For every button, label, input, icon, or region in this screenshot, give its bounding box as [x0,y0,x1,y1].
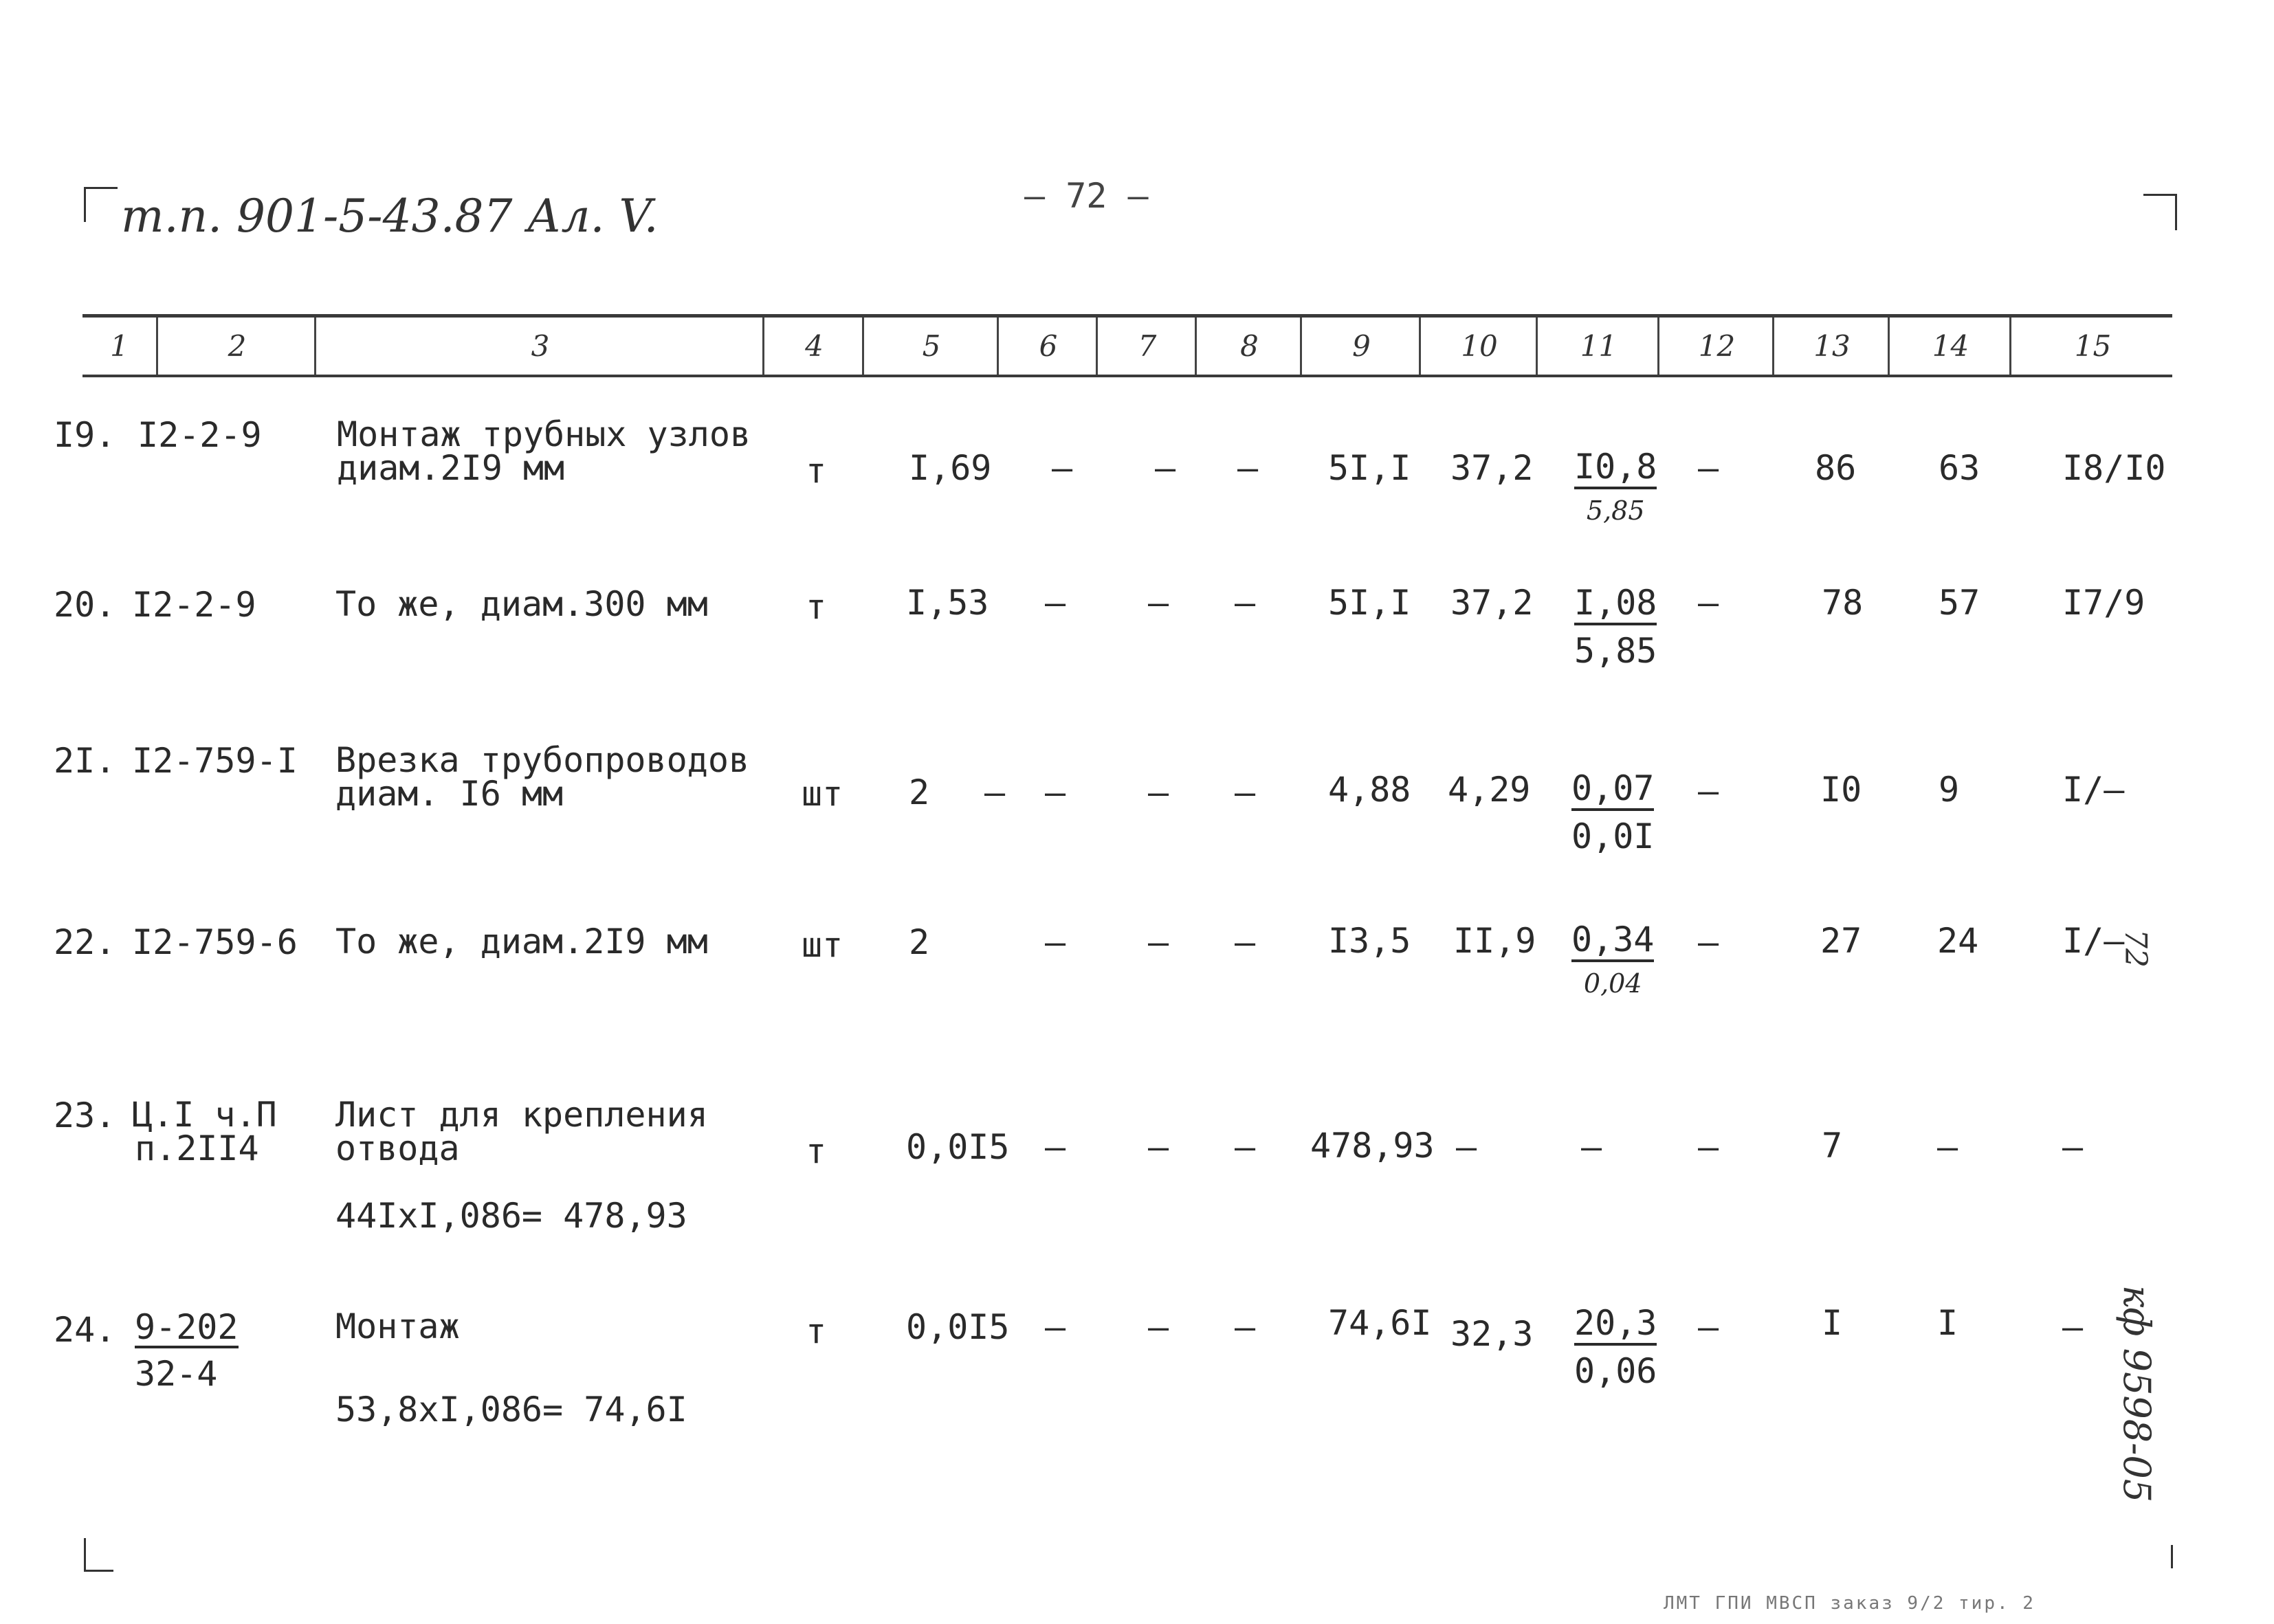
fraction-numerator: 20,3 [1574,1306,1657,1346]
row-unit: т [806,1131,827,1171]
corner-mark-bottom-right [2163,1545,2173,1568]
cell-col5: 0,0I5 [906,1127,1010,1167]
description-line: диам. I6 мм [335,774,564,814]
description-line: Монтаж трубных узлов [337,414,751,454]
row-description [335,1095,708,1168]
cell-col5: 2 [909,922,930,962]
column-header-11: 11 [1536,318,1659,375]
cell-col11-fraction [1571,922,1654,997]
cell-col8: – [1235,1127,1256,1167]
cell-col10: – [1456,1127,1477,1167]
document-code: т.п. 901-5-43.87 Ал. V. [121,190,659,243]
cell-col7: – [1148,1307,1169,1347]
column-header-8: 8 [1195,318,1302,375]
cell-col10: 37,2 [1450,583,1534,623]
cell-col12: – [1698,1127,1719,1167]
cell-col5: 0,0I5 [906,1307,1010,1347]
corner-mark-top-right [2143,194,2177,230]
cell-col12: – [1698,583,1719,623]
row-code: I2-759-I [132,741,298,781]
cell-col7: – [1155,448,1176,488]
cell-col10: 37,2 [1450,448,1534,488]
description-line: отвода [335,1128,460,1168]
row-number: 24. [54,1310,116,1350]
column-header-5: 5 [862,318,999,375]
cell-col7: – [1148,922,1169,962]
cell-col11-fraction [1574,449,1657,524]
row-unit: т [806,587,827,627]
column-header-4: 4 [762,318,864,375]
row-code: I2-2-9 [132,585,256,625]
row-unit: т [806,1311,827,1351]
row-unit: т [806,451,827,491]
row-code [132,1095,277,1168]
cell-col12: – [1698,771,1719,811]
cell-col13: 7 [1822,1126,1843,1166]
cell-col11-fraction [1571,768,1655,856]
column-header-12: 12 [1657,318,1774,375]
fraction-numerator: I,08 [1574,586,1657,625]
cell-col9: 74,6I [1328,1303,1432,1343]
cell-col15: – [2062,1307,2084,1347]
column-header-2: 2 [156,318,316,375]
fraction-denominator: 0,06 [1574,1351,1657,1391]
cell-col13: I0 [1820,770,1862,810]
row-description [335,922,708,961]
cell-col6: – [1045,1307,1066,1347]
cell-col12: – [1698,448,1719,488]
cell-col7: – [1148,772,1169,812]
cell-col15: I/– [2062,770,2125,810]
column-header-3: 3 [314,318,764,375]
column-header-15: 15 [2009,318,2174,375]
fraction-numerator: 0,07 [1571,771,1654,811]
column-header-13: 13 [1772,318,1890,375]
row-code: I2-759-6 [132,922,298,962]
footer-printer-stamp: ЛМТ ГПИ МВСП заказ 9/2 тир. 2 [1664,1593,2035,1614]
cell-col10: 4,29 [1448,770,1531,810]
code-line: Ц.I ч.П [132,1095,277,1135]
cell-col15: I7/9 [2062,583,2145,623]
calculation-formula: 44IxI,086= 478,93 [335,1196,687,1236]
fraction-denominator: 5,85 [1574,631,1657,671]
cell-col14: 9 [1939,770,1960,810]
row-number: 20. [54,585,116,625]
row-number: 23. [54,1095,116,1135]
cell-col6: – [1045,772,1066,812]
cell-col10: 32,3 [1450,1314,1534,1354]
row-unit: шт [802,774,843,814]
cell-col9: 4,88 [1328,770,1411,810]
cell-col10: II,9 [1453,921,1536,961]
rotated-page-mark: 72 [2118,929,2153,968]
fraction-denominator: 0,04 [1583,968,1642,999]
cell-col14: 63 [1939,448,1980,488]
row-description [335,584,708,624]
cell-col5-dash: – [984,772,1006,812]
row-number: 22. [54,922,116,962]
cell-col15: I8/I0 [2062,448,2166,488]
cell-col14: 24 [1937,921,1979,961]
row-description [335,740,750,814]
cell-col11: – [1581,1127,1602,1167]
fraction-numerator: 0,34 [1571,922,1654,962]
cell-col13: 78 [1822,583,1864,623]
row-description [337,414,751,488]
cell-col6: – [1045,922,1066,962]
cell-col8: – [1237,448,1259,488]
row-unit: шт [802,925,843,965]
cell-col6: – [1052,448,1073,488]
cell-col14: 57 [1939,583,1980,623]
row-code-fraction [135,1307,239,1394]
cell-col7: – [1148,583,1169,623]
cell-col7: – [1148,1127,1169,1167]
row-description [335,1306,460,1346]
corner-mark-bottom-left [84,1538,113,1572]
code-numerator: 9-202 [135,1307,239,1347]
cell-col8: – [1235,1307,1256,1347]
column-header-7: 7 [1096,318,1197,375]
cell-col15: – [2062,1127,2084,1167]
cell-col6: – [1045,583,1066,623]
cell-col9: 5I,I [1328,583,1411,623]
fraction-numerator: I0,8 [1574,449,1657,489]
cell-col15: I/– [2062,921,2125,961]
page-number: — 72 — [1024,176,1149,216]
fraction-denominator: 5,85 [1586,496,1645,526]
cell-col6: – [1045,1127,1066,1167]
cell-col12: – [1698,1307,1719,1347]
column-header-1: 1 [110,329,129,363]
cell-col11-fraction [1574,1303,1657,1391]
cell-col5: 2 [909,772,930,812]
description-line: То же, диам.2I9 мм [335,922,708,961]
code-line: п.2II4 [135,1128,259,1168]
description-line: Лист для крепления [335,1095,708,1135]
cell-col12: – [1698,922,1719,962]
cell-col9: 478,93 [1310,1126,1435,1166]
row-number: 2I. [54,741,116,781]
column-header-row [82,314,2172,377]
cell-col11-fraction [1574,583,1657,671]
description-line: Монтаж [335,1306,460,1346]
cell-col9: I3,5 [1328,921,1411,961]
column-header-9: 9 [1300,318,1421,375]
cell-col13: 86 [1815,448,1857,488]
cell-col5: I,69 [909,448,992,488]
corner-mark-top-left [84,187,118,222]
calculation-formula: 53,8xI,086= 74,6I [335,1390,687,1430]
description-line: диам.2I9 мм [337,448,565,488]
description-line: Врезка трубопроводов [335,740,750,780]
cell-col14: – [1937,1127,1958,1167]
cell-col8: – [1235,772,1256,812]
row-code: I2-2-9 [137,415,262,455]
cell-col14: I [1937,1303,1958,1343]
cell-col8: – [1235,922,1256,962]
description-line: То же, диам.300 мм [335,584,708,624]
cell-col9: 5I,I [1328,448,1411,488]
column-header-6: 6 [997,318,1098,375]
column-header-10: 10 [1419,318,1538,375]
cell-col8: – [1235,583,1256,623]
cell-col13: I [1822,1303,1843,1343]
code-denominator: 32-4 [135,1354,218,1394]
cell-col5: I,53 [906,583,989,623]
column-header-14: 14 [1888,318,2011,375]
row-number: I9. [54,415,116,455]
side-handwritten-stamp: кф 9598-05 [2115,1285,2159,1503]
fraction-denominator: 0,0I [1571,816,1655,856]
cell-col13: 27 [1820,921,1862,961]
